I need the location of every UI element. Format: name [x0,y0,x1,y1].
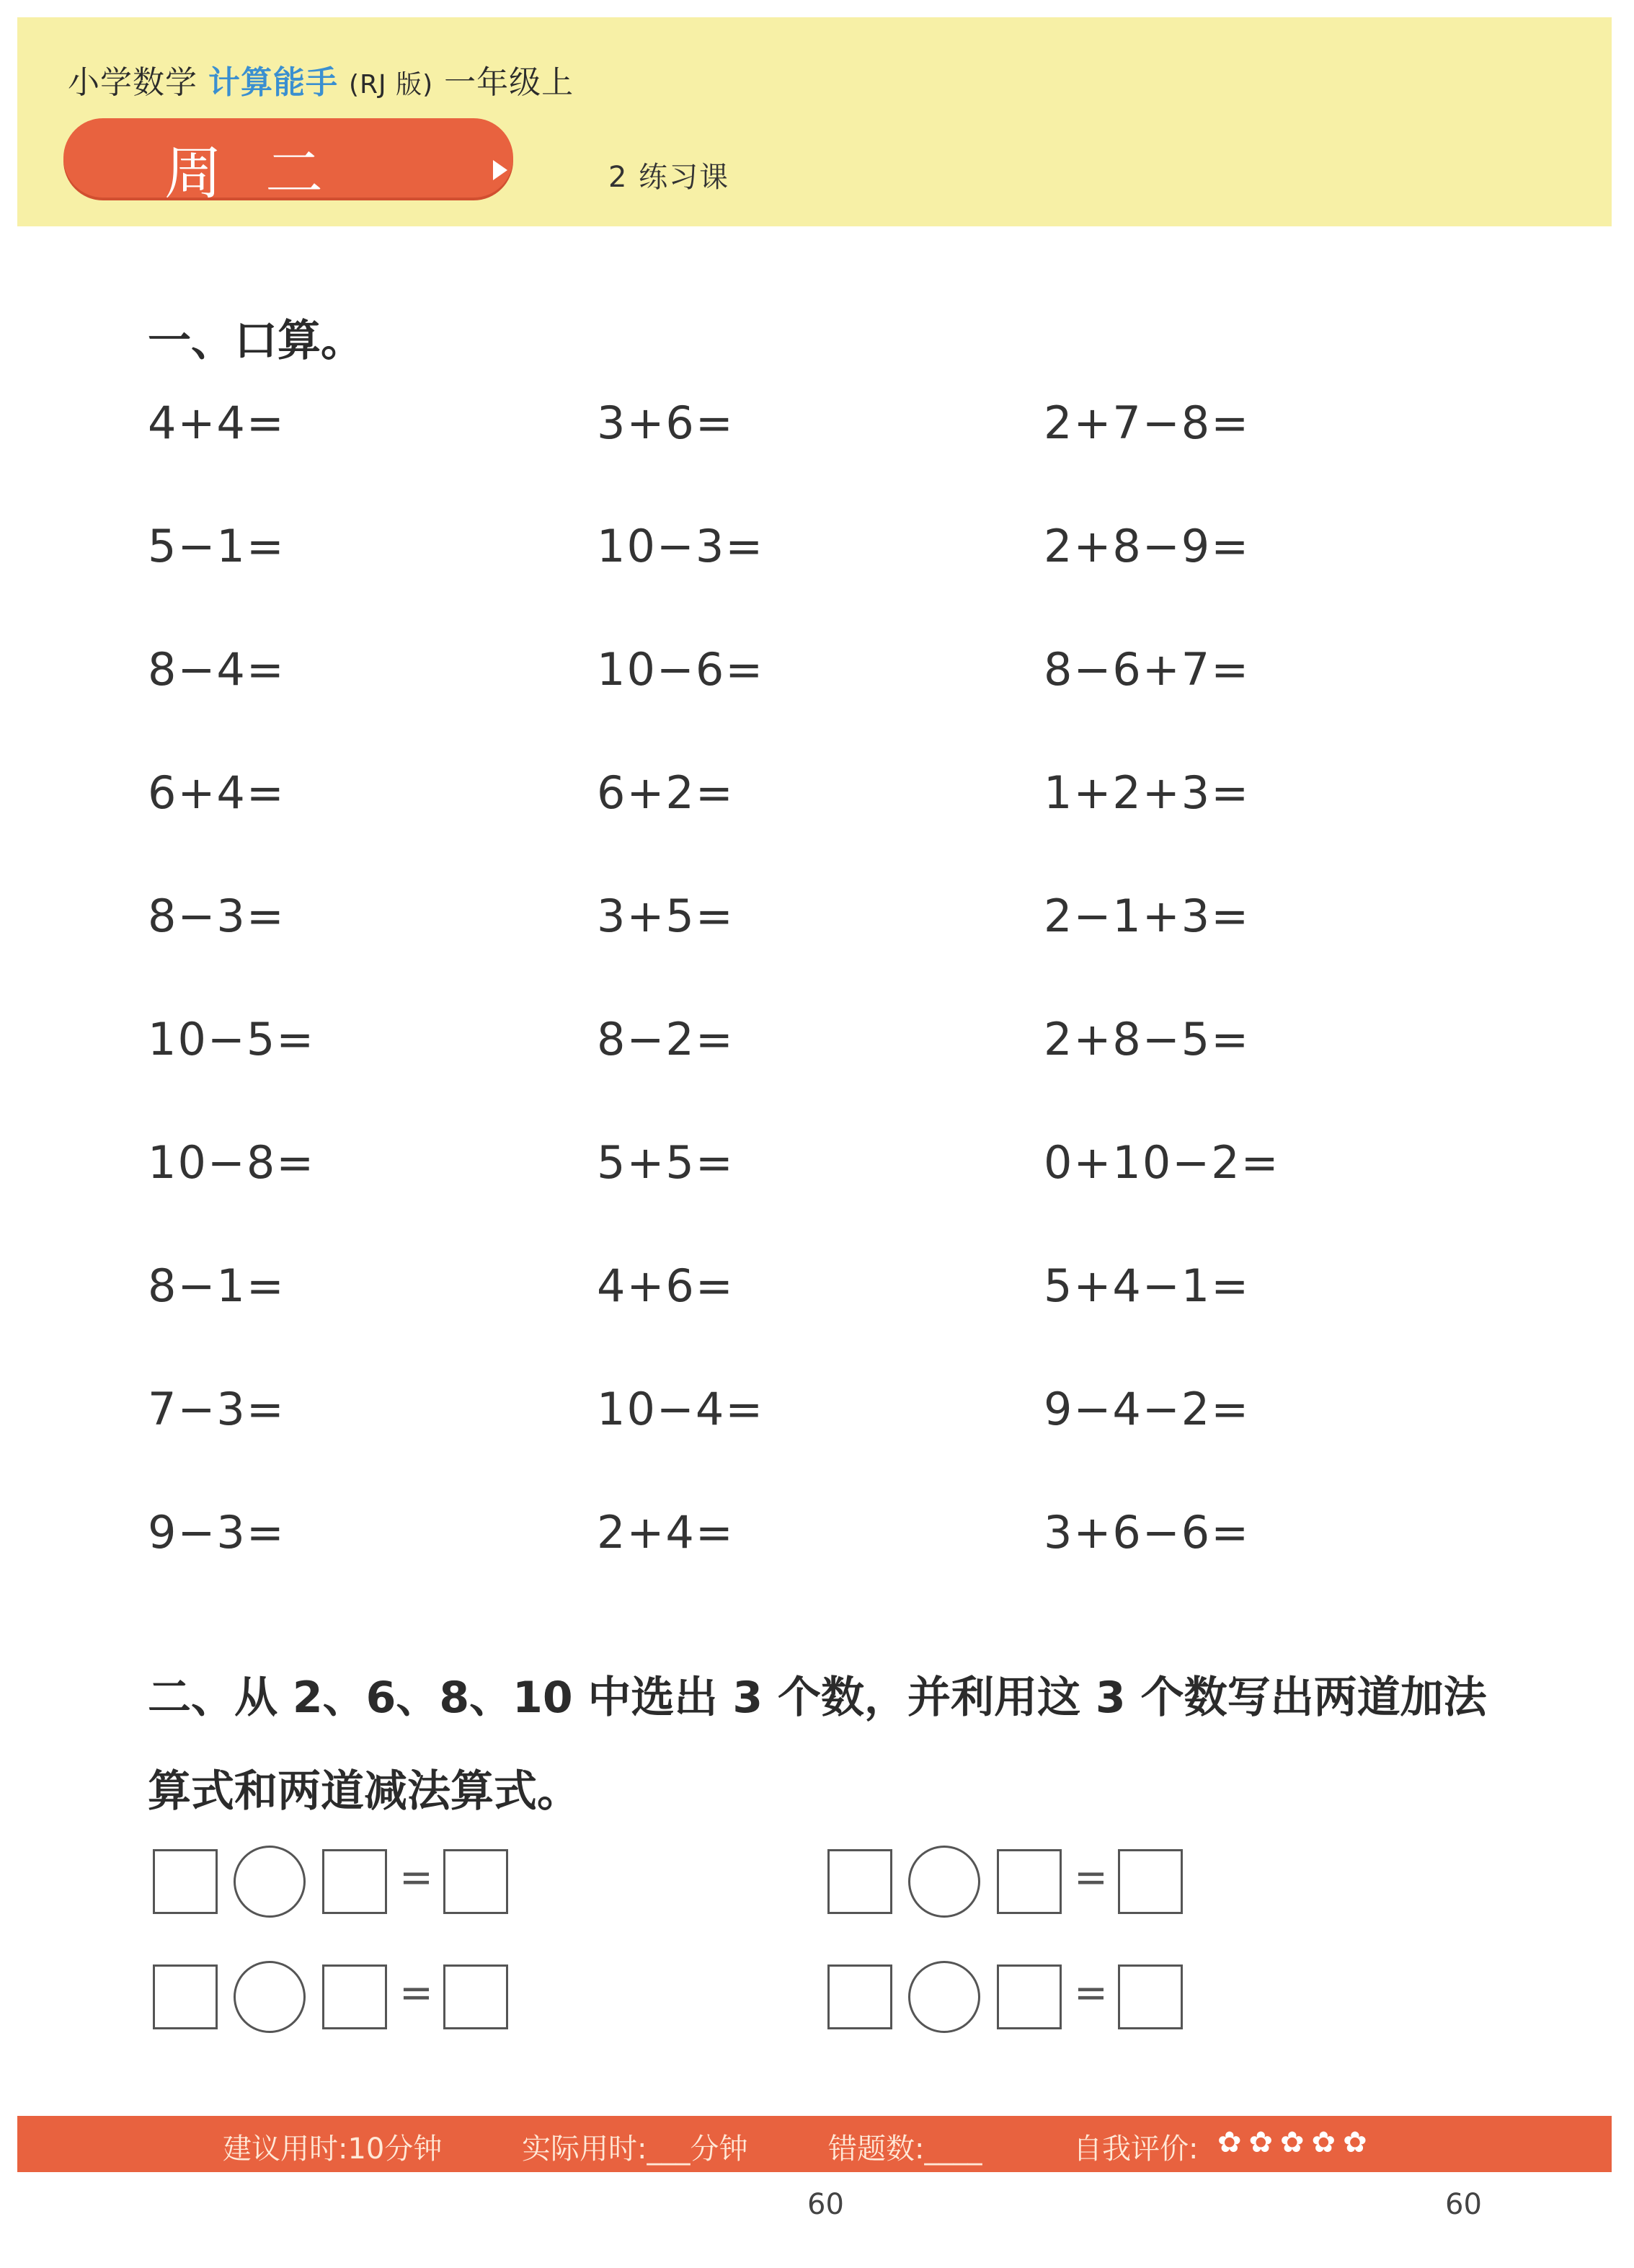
equation-1-operand-box-1[interactable] [153,1849,218,1914]
problem-r10-c2[interactable]: 2+4= [597,1506,734,1559]
page-number-center: 60 [807,2188,844,2221]
equation-1-equals-sign: = [399,1854,433,1901]
problem-r6-c1[interactable]: 10−5= [148,1013,316,1066]
equation-3-operator-circle[interactable] [234,1961,306,2033]
equation-4-result-box[interactable] [1118,1964,1183,2029]
problem-r3-c2[interactable]: 10−6= [597,643,765,696]
play-arrow-icon [493,160,507,180]
problem-r2-c3[interactable]: 2+8−9= [1044,520,1251,572]
problem-r5-c3[interactable]: 2−1+3= [1044,890,1251,942]
problem-r7-c1[interactable]: 10−8= [148,1136,316,1189]
equation-3-operand-box-1[interactable] [153,1964,218,2029]
problem-r3-c3[interactable]: 8−6+7= [1044,643,1251,696]
series-prefix: 小学数学 [68,64,197,101]
equation-3-result-box[interactable] [443,1964,508,2029]
equation-4-operand-box-2[interactable] [997,1964,1062,2029]
equation-2-result-box[interactable] [1118,1849,1183,1914]
problem-r9-c1[interactable]: 7−3= [148,1383,285,1435]
equation-2-operator-circle[interactable] [908,1846,980,1918]
problem-r3-c1[interactable]: 8−4= [148,643,285,696]
footer-bar [17,2116,1612,2172]
series-edition: (RJ 版) [349,70,434,99]
day-pill [63,118,513,207]
equation-3-operand-box-2[interactable] [322,1964,387,2029]
problem-r10-c1[interactable]: 9−3= [148,1506,285,1559]
equation-2-operand-box-2[interactable] [997,1849,1062,1914]
problem-r8-c2[interactable]: 4+6= [597,1259,734,1312]
problem-r1-c3[interactable]: 2+7−8= [1044,397,1251,449]
equation-2-equals-sign: = [1074,1854,1108,1901]
page-header [17,17,1612,226]
problem-r10-c3[interactable]: 3+6−6= [1044,1506,1251,1559]
actual-time: 实际用时:___分钟 [522,2132,748,2166]
flower-rating-icon[interactable]: ✿✿✿✿✿ [1217,2126,1375,2159]
equation-2-operand-box-1[interactable] [827,1849,892,1914]
equation-3-equals-sign: = [399,1970,433,2016]
problem-r2-c1[interactable]: 5−1= [148,520,285,572]
problem-r1-c1[interactable]: 4+4= [148,397,285,449]
problem-r2-c2[interactable]: 10−3= [597,520,765,572]
problem-r4-c3[interactable]: 1+2+3= [1044,766,1251,819]
problem-r7-c3[interactable]: 0+10−2= [1044,1136,1280,1189]
lesson-label: 2 练习课 [608,161,730,194]
equation-1-result-box[interactable] [443,1849,508,1914]
problem-r6-c2[interactable]: 8−2= [597,1013,734,1066]
series-grade: 一年级上 [444,64,574,101]
problem-r4-c1[interactable]: 6+4= [148,766,285,819]
problem-r8-c3[interactable]: 5+4−1= [1044,1259,1251,1312]
self-evaluation-label: 自我评价: [1073,2132,1199,2166]
equation-1-operand-box-2[interactable] [322,1849,387,1914]
section-2-title: 二、从 2、6、8、10 中选出 3 个数，并利用这 3 个数写出两道加法算式和两道减法算式。 [148,1673,1487,1817]
suggested-time: 建议用时:10分钟 [223,2132,443,2166]
problem-r9-c2[interactable]: 10−4= [597,1383,765,1435]
day-label: 周二 [164,140,366,207]
problem-r5-c2[interactable]: 3+5= [597,890,734,942]
equation-4-operator-circle[interactable] [908,1961,980,2033]
error-count: 错题数:____ [828,2132,982,2166]
problem-r9-c3[interactable]: 9−4−2= [1044,1383,1251,1435]
problem-r5-c1[interactable]: 8−3= [148,890,285,942]
problem-r7-c2[interactable]: 5+5= [597,1136,734,1189]
problem-r1-c2[interactable]: 3+6= [597,397,734,449]
problem-r6-c3[interactable]: 2+8−5= [1044,1013,1251,1066]
series-brand: 计算能手 [208,64,338,101]
section-1-title: 一、口算。 [148,316,364,366]
problem-r8-c1[interactable]: 8−1= [148,1259,285,1312]
equation-4-operand-box-1[interactable] [827,1964,892,2029]
equation-1-operator-circle[interactable] [234,1846,306,1918]
page-number-right: 60 [1445,2188,1482,2221]
series-title [68,56,574,102]
problem-r4-c2[interactable]: 6+2= [597,766,734,819]
equation-4-equals-sign: = [1074,1970,1108,2016]
